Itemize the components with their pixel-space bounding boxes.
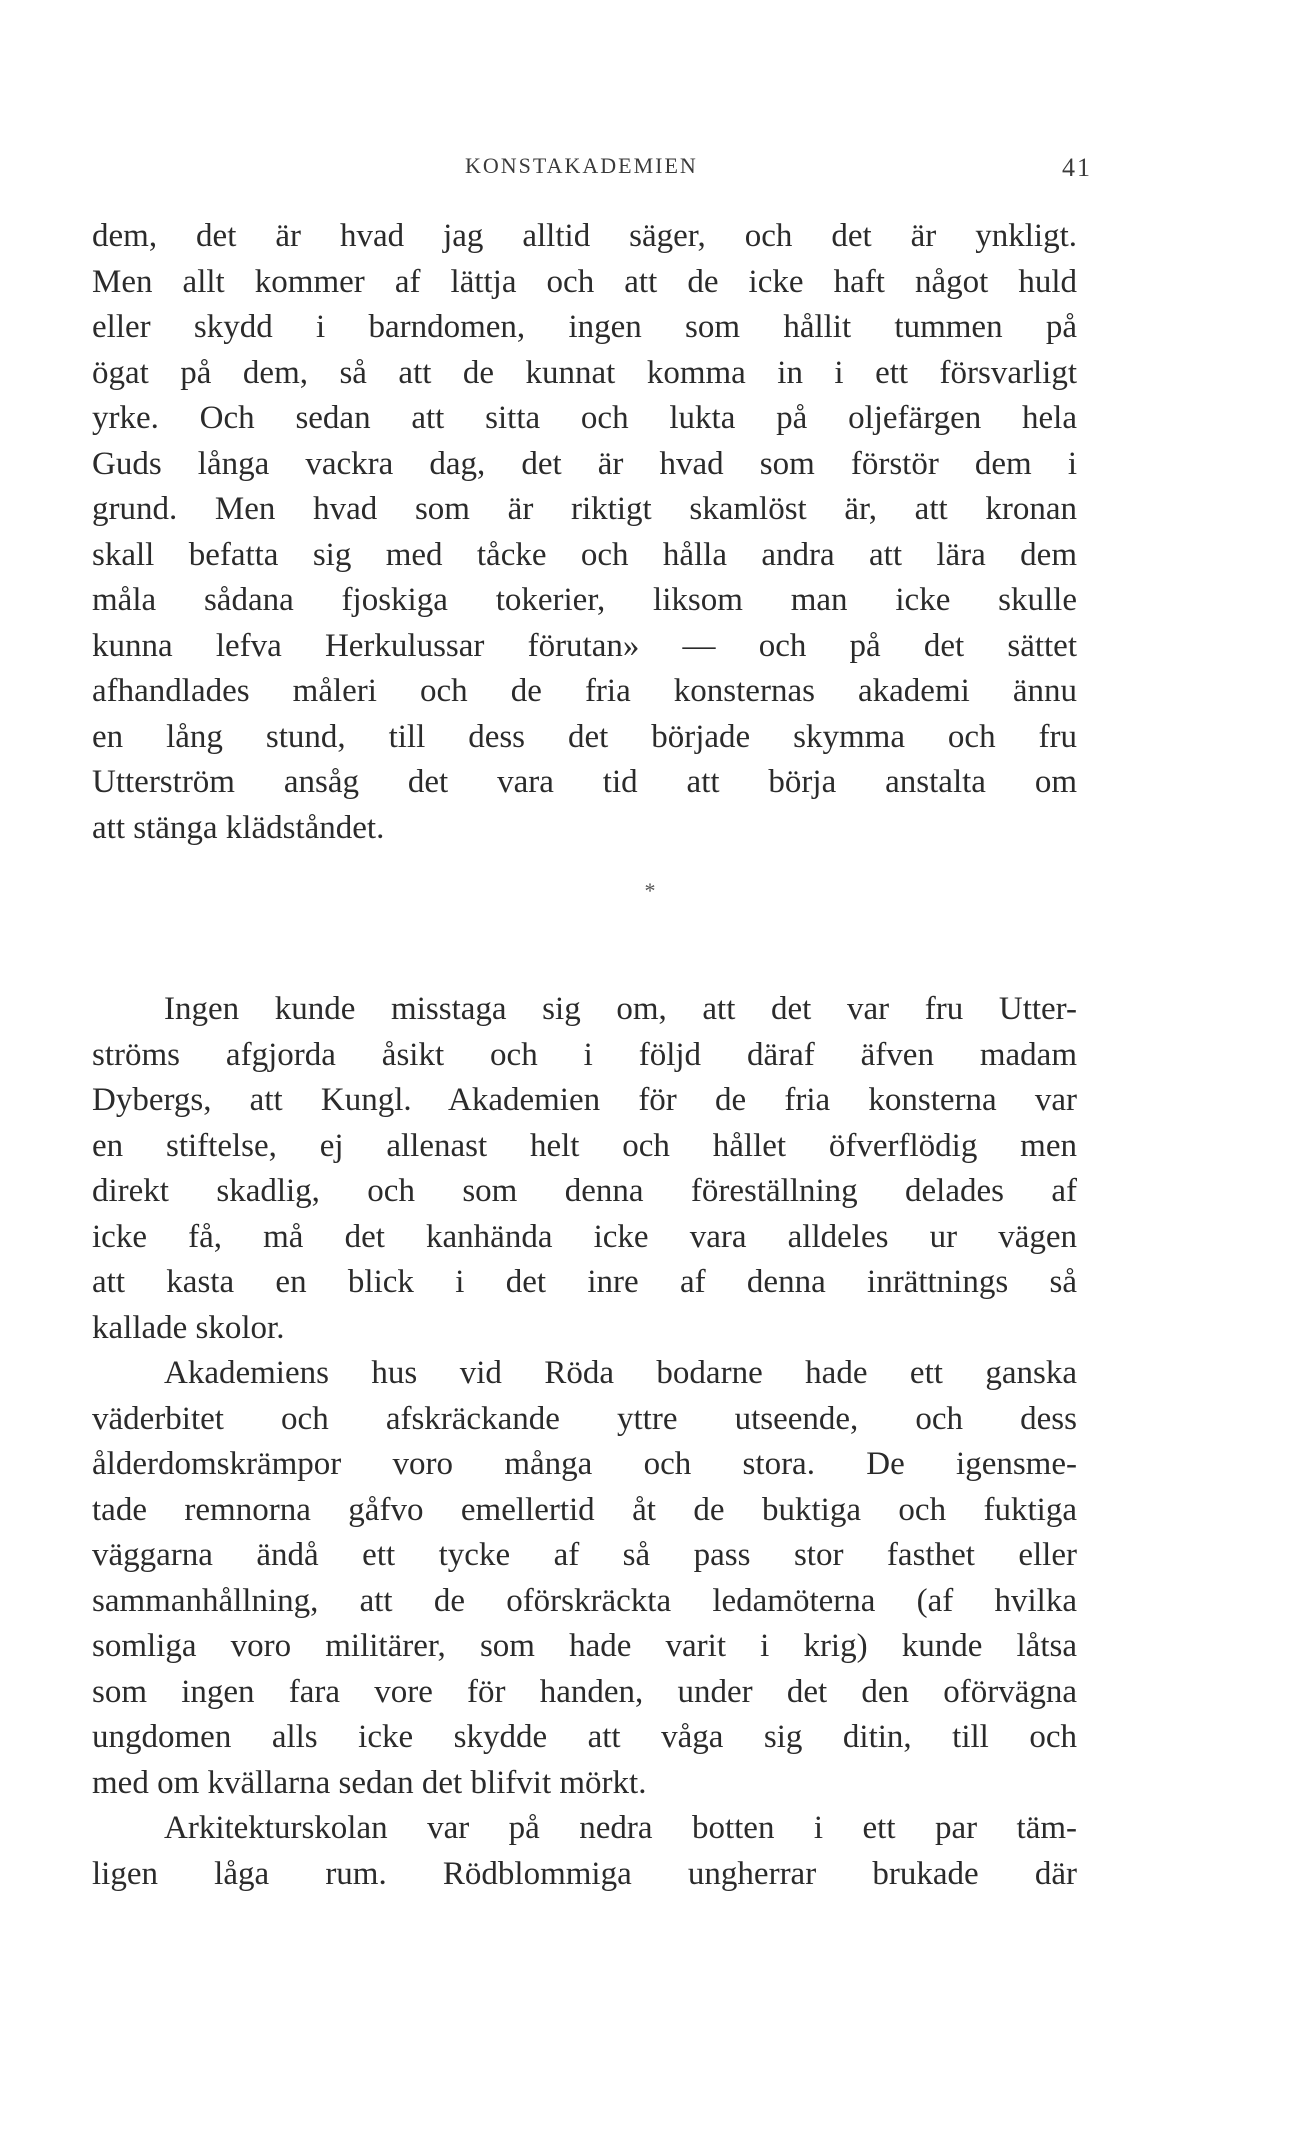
text-line: väderbitet och afskräckande yttre utseende, och dess: [92, 1400, 1077, 1437]
text-line: somliga voro militärer, som hade varit i krig) kunde låtsa: [92, 1628, 1077, 1664]
text-line: Men allt kommer af lättja och att de icke haft något huld: [92, 263, 1077, 300]
text-line: tade remnorna gåfvo emellertid åt de buktiga och fuktiga: [92, 1491, 1077, 1528]
text-line: afhandlades måleri och de fria konsternas akademi ännu: [92, 673, 1077, 709]
text-line: yrke. Och sedan att sitta och lukta på oljefärgen hela: [92, 400, 1077, 436]
page-number: 41: [1062, 153, 1092, 182]
text-line: att kasta en blick i det inre af denna inrättnings så: [92, 1264, 1077, 1300]
section-2-text: [92, 987, 1077, 1897]
text-line: med om kvällarna sedan det blifvit mörkt.: [92, 1764, 647, 1801]
text-line: ungdomen alls icke skydde att våga sig ditin, till och: [92, 1719, 1077, 1755]
section-1-text: [92, 214, 1077, 851]
page-header: [92, 153, 1092, 193]
text-line: måla sådana fjoskiga tokerier, liksom man icke skulle: [92, 582, 1077, 618]
running-head: KONSTAKADEMIEN: [465, 153, 698, 178]
section-separator: *: [644, 878, 656, 903]
text-line: en stiftelse, ej allenast helt och hållet öfverflödig men: [92, 1127, 1077, 1164]
text-line: sammanhållning, att de oförskräckta ledamöterna (af hvilka: [92, 1582, 1077, 1619]
text-line: att stänga klädståndet.: [92, 809, 385, 846]
text-line: eller skydd i barndomen, ingen som hållit tummen på: [92, 309, 1077, 345]
text-line: dem, det är hvad jag alltid säger, och det är ynkligt.: [92, 218, 1077, 254]
text-line: direkt skadlig, och som denna föreställning delades af: [92, 1173, 1077, 1209]
text-line: Arkitekturskolan var på nedra botten i ett par täm-: [164, 1810, 1077, 1846]
text-line: grund. Men hvad som är riktigt skamlöst är, att kronan: [92, 491, 1077, 527]
text-line: ålderdomskrämpor voro många och stora. De igensme-: [92, 1446, 1077, 1482]
text-line: Akademiens hus vid Röda bodarne hade ett ganska: [164, 1355, 1077, 1391]
text-line: Ingen kunde misstaga sig om, att det var fru Utter-: [164, 991, 1077, 1027]
text-line: som ingen fara vore för handen, under det den oförvägna: [92, 1673, 1077, 1710]
text-line: Dybergs, att Kungl. Akademien för de fria konsterna var: [92, 1082, 1077, 1118]
text-line: ligen låga rum. Rödblommiga ungherrar brukade där: [92, 1855, 1077, 1892]
text-line: kunna lefva Herkulussar förutan» — och på det sättet: [92, 627, 1077, 664]
text-line: ströms afgjorda åsikt och i följd däraf äfven madam: [92, 1036, 1077, 1073]
text-line: en lång stund, till dess det började skymma och fru: [92, 718, 1077, 755]
text-line: skall befatta sig med tåcke och hålla andra att lära dem: [92, 536, 1077, 573]
text-line: icke få, må det kanhända icke vara alldeles ur vägen: [92, 1218, 1077, 1255]
text-line: Guds långa vackra dag, det är hvad som förstör dem i: [92, 445, 1077, 482]
text-line: kallade skolor.: [92, 1309, 285, 1346]
text-line: Utterström ansåg det vara tid att börja anstalta om: [92, 764, 1077, 800]
text-line: ögat på dem, så att de kunnat komma in i ett försvarligt: [92, 354, 1077, 391]
text-line: väggarna ändå ett tycke af så pass stor fasthet eller: [92, 1537, 1077, 1573]
